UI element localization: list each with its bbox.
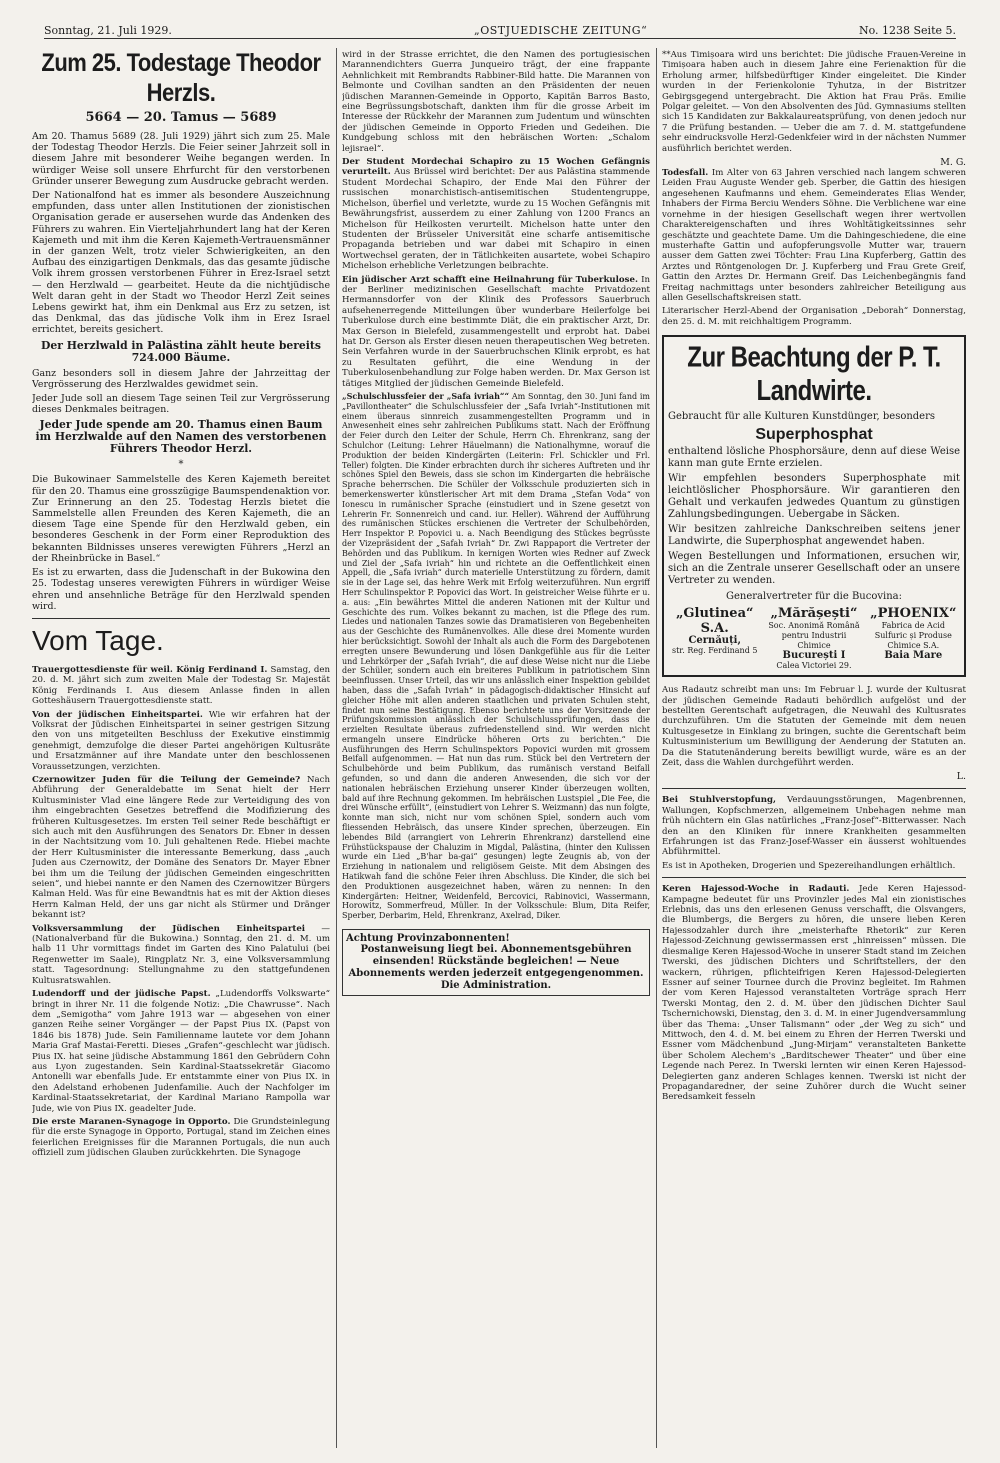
article-paragraph: Die Bukowinaer Sammelstelle des Keren Kajemeth bereitet für den 20. Thamus eine grosszügige Baumspendenaktion vor. Zur Erinnerung an den 25. Todestag Herzls bietet die Sammelstelle allen Freunden des Keren Kajemeth, die an diesem Tage eine Spende für den Herzlwald geben, ein besonderes Geschenk in der Form einer Reproduktion des bekannten Bildnisses unseres verewigten Führers „Herzl an der Rheinbrücke in Basel.“ [32,474,330,564]
page-header [44,22,956,39]
column-1 [32,50,330,1450]
brand-marasesti: „Mărășești“ Soc. Anonimă Română pentru Industrii Chimice București I Calea Victoriei 29. [768,606,860,671]
news-item: Trauergottesdienste für weil. König Ferdinand I. Samstag, den 20. d. M. jährt sich zum zweiten Male der Todestag Sr. Majestät König Ferdinands I. Aus diesem Anlasse finden in allen Gotteshäusern Trauergottesdienste statt. [32,664,330,707]
herzl-dates: 5664 — 20. Tamus — 5689 [85,110,277,125]
herzlwald-headline: Der Herzlwald in Palästina zählt heute bereits 724.000 Bäume. [41,338,321,364]
news-item: Volksversammlung der Jüdischen Einheitspartei — (Nationalverband für die Bukowina.) Sonntag, den 21. d. M. um halb 11 Uhr vormittags findet im Garten des Kino Palatului (bei Regenwetter im Saale), Ringplatz Nr. 3, eine Volksversammlung statt. Tagesordnung: Stellungnahme zu den stattgefundenen Kultusratswahlen. [32,923,330,986]
column-divider [656,48,657,1448]
news-item: Der Student Mordechai Schapiro zu 15 Wochen Gefängnis verurteilt. Aus Brüssel wird berichtet: Der aus Palästina stammende Student Mordechai Schapiro, der Ende Mai den Führer der russischen monarchistisch-antisemitischen Studentengruppe, Michelson, überfiel und verletzte, wurde zu 15 Wochen Gefängnis mit Bewährungsfrist, ausserdem zu einer Zahlung von 1200 Francs an Michelson für Heilkosten verurteilt. Michelson hatte unter den Studenten der Brüsseler Universität eine scharfe antisemitische Propaganda betrieben und war dabei mit Schapiro in einen Wortwechsel geraten, der in Tätlichkeiten ausartete, wobei Schapiro Michelson erhebliche Verletzungen beibrachte. [342,157,650,272]
divider [662,877,966,878]
vom-tage-heading: Vom Tage. [32,624,164,656]
ad-product-name: Superphosphat [755,426,873,444]
news-item: **Aus Timișoara wird uns berichtet: Die jüdische Frauen-Vereine in Timișoara haben auch in diesem Jahre eine Ferienaktion für die Erholung armer, hilfsbedürftiger Kinder eingeleitet. Die Kinder wurden in der Ferienkolonie Tyhutza, in der Bistritzer Gebirgsgegend untergebracht. Die Aktion hat Frau Präs. Emilie Polgar geleitet. — Von den Absolventen des Jüd. Gymnasiums stellten sich 15 Kandidaten zur Bakkalaureatsprüfung, von denen jedoch nur 7 die Prüfung bestanden. — Ueber die am 7. d. M. stattgefundene sehr eindrucksvolle Herzl-Gedenkfeier wird in der nächsten Nummer ausführlich berichtet werden. [662,50,966,154]
header-date: Sonntag, 21. Juli 1929. [44,24,172,37]
news-item: Aus Radautz schreibt man uns: Im Februar l. J. wurde der Kultusrat der jüdischen Gemeinde Radauti behördlich aufgelöst und der bestellten Gerentschaft aufgetragen, die Neuwahl des Kultusrates durchzuführen. Um die Statuten der Gemeinde mit dem neuen Kultusgesetze in Einklang zu bringen, suchte die Gerentschaft beim Kultusministerium um Bewilligung der Aenderung der Statuten an. Da die Statutenänderung bereits bewilligt wurde, wäre es an der Zeit, dass die Wahlen durchgeführt werden. [662,685,966,768]
brand-glutinea: „Glutinea“ S.A. Cernăuți, str. Reg. Ferdinand 5 [671,606,758,656]
article-paragraph: Ganz besonders soll in diesem Jahre der Jahrzeittag der Vergrösserung des Herzlwaldes gewidmet sein. [32,367,330,390]
article-paragraph: wird in der Strasse errichtet, die den Namen des portugiesischen Marannendichters Guerra Junqueiro trägt, der eine frappante Aehnlichkeit mit Rembrandts Rabbiner-Bild hatte. Die Marannen von Belmonte und Covilhan sandten an den Präsidenten der neuen jüdischen Marannen-Gemeinde in Opporto, Kapitän Barros Basto, eine Begrüssungsbotschaft, dankten ihm für die grosse Arbeit im Interesse der Rückkehr der Marannen zum Judentum und wünschten der jüdischen Gemeinde in Opporto Frieden und Gedeihen. Die Kundgebung schloss mit den hebräischen Worten: „Schalom lejisrael“. [342,50,650,154]
article-paragraph: Jeder Jude soll an diesem Tage seinen Teil zur Vergrösserung dieses Denkmales beitragen. [32,393,330,416]
article-paragraph: Der Nationalfond hat es immer als besondere Auszeichnung empfunden, dass unter allen Institutionen der zionistischen Organisation gerade er ausersehen wurde das Andenken des Führers zu wahren. Ein Vierteljahrhundert lang hat der Keren Kajemeth und mit ihm die Keren Kajemeth-Vertrauensmänner in der ganzen Welt, trotz vieler Schwierigkeiten, an den Aufbau des einzigartigen Denkmals, das das gesamte jüdische Volk ihrem grossen verstorbenen Führer in Erez-Israel setzt — den Herzlwald — gearbeitet. Heute da die nichtjüdische Welt daran geht in der Stadt wo Theodor Herzl Zeit seines Lebens gewirkt hat, ihm ein Denkmal aus Erz zu setzen, ist das Denkmal, das das jüdische Volk ihm in Erez Israel errichtet, bereits gesichert. [32,190,330,336]
donation-appeal: Jeder Jude spende am 20. Thamus einen Baum im Herzlwalde auf den Namen des verstorbenen Führers Theodor Herzl. [35,418,327,456]
ad-brands [668,606,960,671]
column-divider [336,48,337,1448]
header-page-number: No. 1238 Seite 5. [858,24,956,37]
ad-representatives-heading: Generalvertreter für die Bucovina: [726,591,902,603]
ad-text: Wir besitzen zahlreiche Dankschreiben seitens jener Landwirte, die Superphosphat angewendet haben. [668,524,960,548]
ad-headline: Zur Beachtung der P. T. Landwirte. [687,341,941,408]
news-item: Todesfall. Im Alter von 63 Jahren verschied nach langem schweren Leiden Frau Auguste Wender geb. Sperber, die Gattin des hiesigen angesehenen Kaufmanns und ehem. Gemeinderates Elias Wender, Inhabers der Firma Berciu Wenders Söhne. Die Verblichene war eine vornehme in der hiesigen Gesellschaft wegen ihrer wertvollen Charaktereigenschaften und ihres Wohltätigkeitssinnes sehr geschätzte und geachtete Dame. Um die Dahingeschiedene, die eine musterhafte Gattin und aufopferungsvolle Mutter war, trauern ausser dem Gatten zwei Töchter: Frau Lina Kupferberg, Gattin des Arztes und Röntgenologen Dr. J. Kupferberg und Frau Grete Greif, Gattin den Arztes Dr. Hermann Greif. Das Leichenbegängnis fand Freitag nachmittags unter besonders zahlreicher Beteiligung aus allen Gesellschaftskreisen statt. [662,168,966,303]
superphosphat-advertisement [662,335,966,677]
divider [662,788,966,789]
divider [32,618,330,619]
article-paragraph: Es ist zu erwarten, dass die Judenschaft in der Bukowina den 25. Todestag unseres verewigten Führers in würdiger Weise ehren und ansehnliche Beträge für den Herzlwald spenden wird. [32,567,330,612]
herzl-headline: Zum 25. Todestage Theodor Herzls. [41,50,321,107]
news-item: Von der jüdischen Einheitspartei. Wie wir erfahren hat der Volksrat der Jüdischen Einheitspartei in seiner gestrigen Sitzung den von uns mitgeteilten Beschluss der Exekutive einstimmig genehmigt, demzufolge die dieser Partei angehörigen Kultusräte und Ersatzmänner auf ihre Mandate unter den beschlossenen Voraussetzungen, verzichten. [32,709,330,772]
column-2 [342,50,650,1450]
news-item: „Schulschlussfeier der „Safa ivriah““ Am Sonntag, den 30. Juni fand im „Pavillontheater“ die Schulschlussfeier der „Safa Ivriah“-Institutionen mit einem überaus sinnreich zusammengestellten Programm und in Anwesenheit eines sehr zahlreichen Publikums statt. Nach der Eröffnung der Feier durch den Leiter der Schule, Herrn Ch. Ehrenkranz, sang der Schulchor (Leitung: Lehrer Häuelmann) die Nationalhymne, worauf die Produktion der beiden Kindergärten (Leiterin: Frl. Schickler und Frl. Teller) folgten. Die Kinder erbrachten durch ihr sicheres Auftreten und ihr schönes Spiel den Beweis, dass sie schon im Kindergarten die hebräische Sprache beherrschen. Die Schüler der Volksschule produzierten sich in bemerkenswerter künstlerischer Art mit dem Drama „Stefan Voda“ von Ionescu in rumänischer Sprache (einstudiert und in Szene gesetzt von Lehrerin Fr. Sonnenreich und cand. iur. Heller). Während der Aufführung des rumänischen Stückes erschienen die Vertreter der Schulbehörden, Herr Inspektor P. Popovici u. a. Nach Beendigung des Stückes begrüsste der Vizepräsident der „Safah Ivriah“ Dr. Zwi Rappaport die Vertreter der Behörden und das Publikum. In kernigen Worten wies Redner auf Zweck und Ziel der „Safa ivriah“ hin und richtete an die Oeffentlichkeit einen Appell, die „Safa ivriah“ durch materielle Unterstützung zu fördern, damit sie in der Lage sei, das hehre Werk mit Erfolg weiterzuführen. Nun ergriff Herr Schulinspektor P. Popovici das Wort. In geistreicher Weise führte er u. a. aus: „Ein bewährtes Mittel die anderen Nationen mit der Kultur und Geschichte des rum. Volkes bekannt zu machen, ist die Pflege des rum. Liedes und nationalen Tanzes sowie das Dramatisieren von Begebenheiten aus der Geschichte des Rumänenvolkes. Alle diese drei Momente wurden hier berücksichtigt. Sowohl der Inhalt als auch die Form des Dargebotenen erregten unsere Bewunderung und lösen Dankgefühle aus für die Leiter und Lehrkörper der „Safah Ivriah“, die auf diese Weise nicht nur die Liebe der Schüler, sondern auch ein breiteres Publikum in patriotischem Sinn beeinflussen. Unser Urteil, das wir uns anlässlich einer Inspektion gebildet haben, dass die „Safah Ivriah“ in pädagogisch-didaktischer Hinsicht auf gleicher Höhe mit allen anderen staatlichen und privaten Schulen steht, findet nun seine Bestätigung. Ebenso berichtete uns der Vorsitzende der Prüfungskommission anlässlich der Schulschlussprüfungen, dass die erzielten Resultate überaus zufriedenstellend sind. Wir werden nicht ermangeln unsere Eindrücke höheren Orts zu berichten.“ Die Ausführungen des Herrn Schulinspektors Popovici wurden mit grossem Beifall aufgenommen. — Hat nun das rum. Stück bei den Vertretern der Schulbehörde und beim Publikum, das rumänisch verstand Beifall gefunden, so und dann die anderen Anwesenden, die sich vor der nationalen hebräischen Erziehung unserer Kinder überzeugen wollten, bald auf ihre Rechnung gekommen. Im hebräischen Lustspiel „Die Fee, die drei Wünsche erfüllt“, (einstudiert von Lehrer S. Weizmann) das nun folgte, konnte man sich, nicht nur vom schönen Spiel, sondern auch vom fliessenden Hebräisch, das unsere Kinder sprechen, überzeugen. Ein lebendes Bild (arrangiert von Lehrerin Ehrenkranz) darstellend eine Frühstückspause der Chaluzim in Migdal, Palästina, (hinter den Kulissen wurde ein Lied „B'har ba-gai“ gesungen) legte Zeugnis ab, von der Erziehung in nationalem und religiösem Geiste. Mit dem Absingen des Hatikwah fand die schöne Feier ihren Abschluss. Die Kinder, die sich bei den Produktionen ausgezeichnet haben, wären zu nennen: In den Kindergärten: Heitner, Weidenfeld, Bercovici, Rabinovici, Wassermann, Horowitz, Sommerfreud, Müller. In der Volksschule: Blum, Dita Reifer, Sperber, Derbarim, Held, Ehrenkranz, Axelrad, Diker. [342,391,650,921]
ad-text: Gebraucht für alle Kulturen Kunstdünger, besonders [668,411,936,423]
news-item: Ein jüdischer Arzt schafft eine Heilnahrung für Tuberkulose. In der Berliner medizinischen Gesellschaft machte Privatdozent Hermannsdorfer von der Klinik des Professors Sauerbruch aufsehenerregende Mitteilungen über wunderbare Heilerfolge bei Tuberkulose durch eine bestimmte Diät, die ein praktischer Arzt, Dr. Max Gerson in Bielefeld, zusammengestellt und erprobt hat. Dabei hat Dr. Gerson als Erster diesen neuen therapeutischen Weg betreten. Sein Verfahren wurde in der Sauerbruchschen Klinik erprobt, es hat zu Resultaten geführt, die eine Wendung in der Tuberkulosenbehandlung zur Folge haben werden. Dr. Max Gerson ist tätiges Mitglied der jüdischen Gemeinde Bielefeld. [342,274,650,389]
news-item: Literarischer Herzl-Abend der Organisation „Deborah“ Donnerstag, den 25. d. M. mit reichhaltigem Programm. [662,306,966,327]
news-item: Keren Hajessod-Woche in Radauti. Jede Keren Hajessod-Kampagne bedeutet für uns Provinzler jedes Mal ein zionistisches Erlebnis, das uns den erlesenen Genuss verschafft, die Olsvangers, die Blumbergs, die Bergers zu hören, die unsere lieben Keren Hajessodzahler durch ihre „meisterhafte Rhetorik“ zur Keren Hajessod-Zeichnung gewissermassen erst „hinreissen“ müssen. Die diesmalige Keren Hajessod-Woche in unserer Stadt stand im Zeichen Twerski, des jüdischen Dichters und Schriftstellers, der den wackern, rührigen, pflichteifrigen Keren Hajessod-Delegierten Essner auf seiner Tournee durch die Provinz begleitet. Im Rahmen der vom Keren Hajessod veranstalteten Vorträge sprach Herr Twerski Montag, den 2. d. M. über den jüdischen Dichter Saul Tschernichowski, Dienstag, den 3. d. M. in einer Jugendversammlung über das Thema: „Unser Talismann“ oder „der Weg zu sich“ und Mittwoch, den 4. d. M. bei einem zu Ehren der Herren Twerski und Essner vom Mädchenbund „Jung-Mirjam“ veranstalteten Bankette über Scholem Alechem's „Barditschewer Theater“ und über eine Legende nach Perez. In Twerski lernten wir einen Keren Hajessod-Delegierten ganz anderen Schlages kennen. Twerski ist nicht der Propagandaredner, der seine Zuhörer durch die Wucht seiner Beredsamkeit fesseln [662,884,966,1103]
section-separator: * [178,459,184,471]
article-paragraph: Am 20. Thamus 5689 (28. Juli 1929) jährt sich zum 25. Male der Todestag Theodor Herzls. Die Feier seiner Jahrzeit soll in diesem Jahre mit besonderer Weihe begangen werden. In würdiger Weise soll unsere Ehrfurcht für den verstorbenen Gründer unserer Bewegung zum Ausdrucke gebracht werden. [32,131,330,187]
news-item: Ludendorff und der jüdische Papst. „Ludendorffs Volkswarte“ bringt in ihrer Nr. 11 die folgende Notiz: „Die Chawrusse“. Nach dem „Semigotha“ vom Jahre 1913 war — abgesehen von einer ganzen Reihe seiner Vorgänger — der Papst Pius IX. (Papst von 1846 bis 1878) Jude. Sein Familienname lautete vor dem Johann Maria Graf Mastai-Feretti. Dieses „Grafen“-geschlecht war jüdisch. Pius IX. hat seine jüdische Abstammung 1861 den Gebrüdern Cohn aus Lyon zugestanden. Sein Kardinal-Staatssekretär Giacomo Antonelli war ebenfalls Jude. Er entstammte einer von Pius IX. in den Adelstand erhobenen Judenfamilie. Auch der Nachfolger im Kardinal-Staatssekretariat, der Kardinal Mariano Rampolla war Jude, wie von Pius IX. geadelter Jude. [32,989,330,1114]
advertisement-text: Es ist in Apotheken, Drogerien und Spezereihandlungen erhältlich. [662,860,956,871]
ad-text: Wir empfehlen besonders Superphosphate mit leichtlöslicher Phosphorsäure. Wir garantieren den Gehalt und verkaufen jedwedes Quantum zu günstigen Zahlungsbedingungen. Uebergabe in Säcken. [668,473,960,521]
author-signature: M. G. [940,157,966,169]
subscriber-notice [342,929,650,996]
ad-text: Wegen Bestellungen und Informationen, ersuchen wir, sich an die Zentrale unserer Gesellschaft oder an unsere Vertreter zu wenden. [668,551,960,587]
ad-text: enthaltend lösliche Phosphorsäure, denn auf diese Weise kann man gute Ernte erzielen. [668,446,960,470]
brand-phoenix: „PHOENIX“ Fabrica de Acid Sulfuric și Produse Chimice S.A. Baia Mare [870,606,957,662]
author-signature: L. [956,771,966,783]
notice-body: Postanweisung liegt bei. Abonnementsgebühren einsenden! Rückstände begleichen! — Neue Abonnements werden jederzeit entgegengenommen. Die Administration. [348,944,644,992]
advertisement-text: Bei Stuhlverstopfung, Verdauungsstörungen, Magenbrennen, Wallungen, Kopfschmerzen, allgemeinem Unbehagen nehme man früh nüchtern ein Glas natürliches „Franz-Josef“-Bitterwasser. Nach den an den Kliniken für innere Krankheiten gesammelten Erfahrungen ist das Franz-Josef-Wasser ein äusserst wohltuendes Abführmittel. [662,795,966,858]
header-masthead: „OSTJUEDISCHE ZEITUNG“ [474,24,648,37]
notice-title: Achtung Provinzabonnenten! [346,933,510,945]
news-item: Czernowitzer Juden für die Teilung der Gemeinde? Nach Abführung der Generaldebatte im Senat hielt der Herr Kultusminister Vlad eine längere Rede zur Verteidigung des von ihm eingebrachten Gesetzes betreffend die Modifizierung des früheren Kultusgesetzes. Im ersten Teil seiner Rede beschäftigt er sich auch mit den Ausführungen des Senators Dr. Ebner in dessen in der Nachtsitzung vom 10. Juli gehaltenen Rede. Hiebei machte der Herr Kultusminister die interessante Bemerkung, dass „auch Juden aus Czernowitz, der Domäne des Senators Dr. Mayer Ebner bei ihm um die Teilung der jüdischen Gemeinden eingeschritten seien“, und hiebei nannte er den Namen des Czernowitzer Bürgers Kalman Held. Was für eine Bewandtnis hat es mit der Aktion dieses Herrn Kalman Held, der uns gar nicht als Stürmer und Dränger bekannt ist? [32,774,330,921]
news-item: Die erste Maranen-Synagoge in Opporto. Die Grundsteinlegung für die erste Synagoge in Opporto, Portugal, stand im Zeichen eines feierlichen Ereignisses für die Marannen Portugals, die nun auch offiziell zum jüdischen Glauben zurückkehrten. Die Synagoge [32,1116,330,1159]
column-3 [662,50,966,1450]
